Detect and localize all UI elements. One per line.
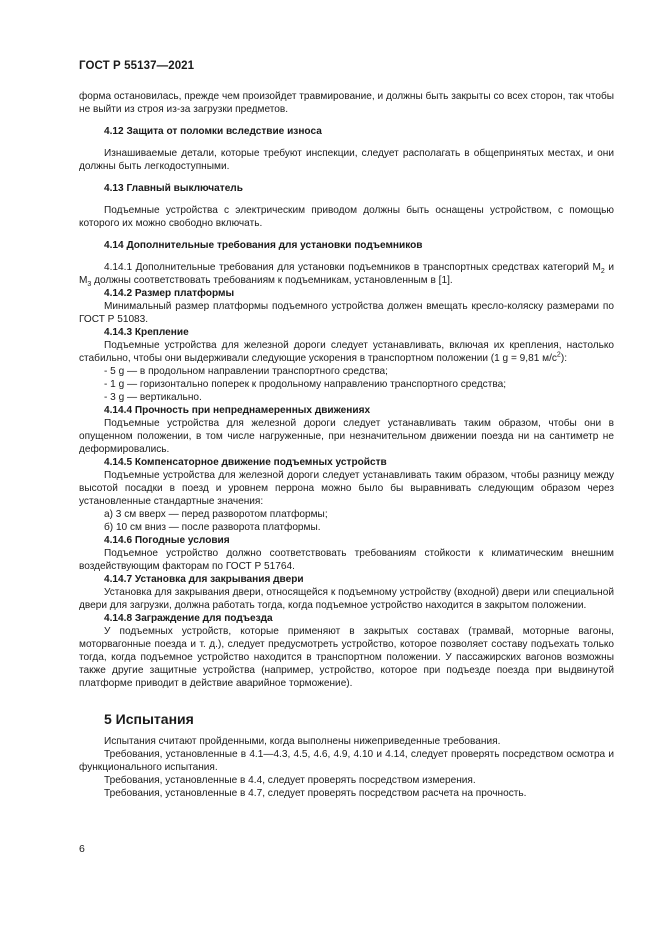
section-4-14-5-heading: 4.14.5 Компенсаторное движение подъемных устройств [104,457,387,468]
standard-header: ГОСТ Р 55137—2021 [79,60,195,72]
section-4-14-3-text: Подъемные устройства для железной дороги следует устанавливать, включая их крепления, настолько стабильно, чтобы они выдерживали следующие ускорения в транспортном положении (1 g = 9,81 $м/с^2$): [79,340,614,364]
section-4-14-5-text: Подъемные устройства для железной дороги следует устанавливать таким образом, чтобы разницу между высотой посадки в поезд и уровнем перрона можно было бы выравнивать следующим образом через установленные стандартные значения: [79,470,614,507]
section-5-heading: 5 Испытания [104,711,194,727]
section-4-14-heading: 4.14 Дополнительные требования для установки подъемников [104,240,423,251]
section-4-14-1-text: 4.14.1 Дополнительные требования для установки подъемников в транспортных средствах категорий $M_2$ и $M_3$ должны соответствовать требованиям к подъемникам, установленным в [1]. [79,262,614,289]
list-item: - 1 g — горизонтально поперек к продольному направлению транспортного средства; [104,379,507,390]
list-item: а) 3 см вверх — перед разворотом платформы; [104,509,328,520]
list-item: - 3 g — вертикально. [104,392,202,403]
section-4-14-7-heading: 4.14.7 Установка для закрывания двери [104,574,304,585]
section-4-13-heading: 4.13 Главный выключатель [104,183,243,194]
section-4-12-text: Изнашиваемые детали, которые требуют инспекции, следует располагать в общепринятых местах, и они должны быть легкодоступными. [79,148,614,172]
section-4-14-3-heading: 4.14.3 Крепление [104,327,189,338]
section-4-14-7-text: Установка для закрывания двери, относящейся к подъемному устройству (входной) двери или специальной двери для загрузки, должна работать тогда, когда подъемное устройство находится в закрытом положении. [79,587,614,611]
section-4-14-4-text: Подъемные устройства для железной дороги следует устанавливать таким образом, чтобы они в опущенном положении, в том числе нагруженные, при незначительном движении поезда ни на сантиметр не деформировались. [79,418,614,455]
section-4-14-6-heading: 4.14.6 Погодные условия [104,535,230,546]
section-4-14-8-heading: 4.14.8 Заграждение для подъезда [104,613,273,624]
section-4-12-heading: 4.12 Защита от поломки вследствие износа [104,126,322,137]
section-5-paragraph: Требования, установленные в 4.4, следует проверять посредством измерения. [104,775,476,786]
section-4-14-8-text: У подъемных устройств, которые применяют в закрытых составах (трамвай, моторные вагоны, моторвагонные поезда и т. д.), следует предусмотреть устройство, которое позволяет составу подъехать только тогда, когда подъемное устройство находится в транспортном положении. У пассажирских вагонов возможны также другие защитные устройства (например, устройство, которое при подъезде поезда при выдвинутой платформе приводит в действие аварийное торможение). [79,626,614,689]
section-4-14-2-text: Минимальный размер платформы подъемного устройства должен вмещать кресло-коляску размерами по ГОСТ Р 51083. [79,301,614,325]
intro-paragraph: форма остановилась, прежде чем произойдет травмирование, и должны быть закрыты со всех сторон, так чтобы не выйти из строя из-за загрузки предметов. [79,91,614,115]
section-4-13-text: Подъемные устройства с электрическим приводом должны быть оснащены устройством, с помощью которого их можно свободно включать. [79,205,614,229]
section-5-paragraph: Испытания считают пройденными, когда выполнены нижеприведенные требования. [104,736,501,747]
page-content [79,90,614,800]
page-number: 6 [79,843,85,855]
section-4-14-2-heading: 4.14.2 Размер платформы [104,288,235,299]
section-4-14-4-heading: 4.14.4 Прочность при непреднамеренных движениях [104,405,371,416]
list-item: б) 10 см вниз — после разворота платформы. [104,522,321,533]
section-4-14-6-text: Подъемное устройство должно соответствовать требованиям стойкости к климатическим внешним воздействующим факторам по ГОСТ Р 51764. [79,548,614,572]
section-5-paragraph: Требования, установленные в 4.1—4.3, 4.5, 4.6, 4.9, 4.10 и 4.14, следует проверять посредством осмотра и функционального испытания. [79,749,614,773]
list-item: - 5 g — в продольном направлении транспортного средства; [104,366,388,377]
section-5-paragraph: Требования, установленные в 4.7, следует проверять посредством расчета на прочность. [104,788,527,799]
